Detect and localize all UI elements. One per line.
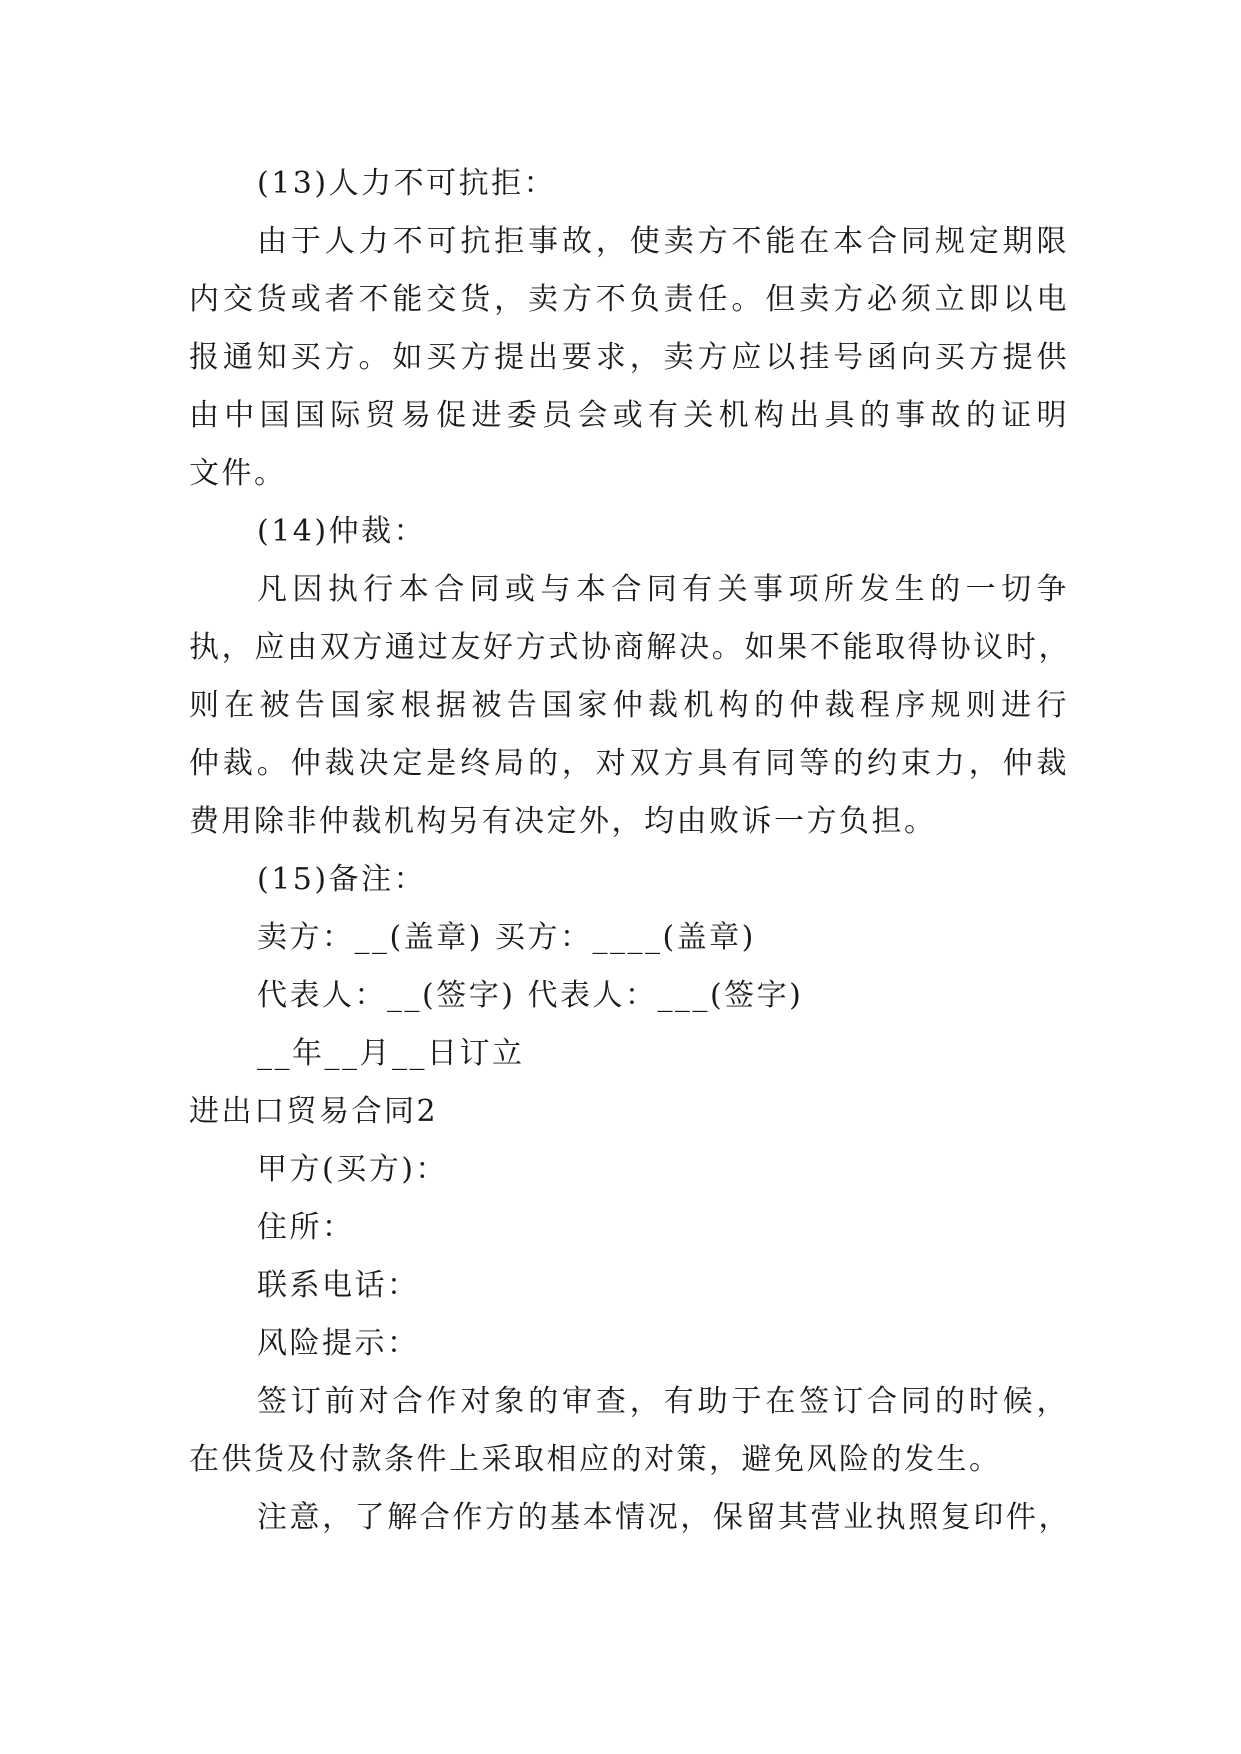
signature-line-representatives: 代表人：__(签字) 代表人：___(签字) bbox=[257, 978, 804, 1013]
paragraph-line: 内交货或者不能交货，卖方不负责任。但卖方必须立即以电 bbox=[189, 282, 1069, 317]
paragraph-line: 签订前对合作对象的审查，有助于在签订合同的时候， bbox=[257, 1384, 1069, 1419]
signature-line-parties: 卖方：__(盖章) 买方：____(盖章) bbox=[257, 920, 756, 955]
clause-heading-force-majeure: (13)人力不可抗拒： bbox=[257, 166, 557, 201]
paragraph-line: 由中国国际贸易促进委员会或有关机构出具的事故的证明 bbox=[189, 398, 1069, 433]
paragraph-line: 由于人力不可抗拒事故，使卖方不能在本合同规定期限 bbox=[257, 224, 1069, 259]
field-address: 住所： bbox=[257, 1210, 355, 1245]
clause-heading-arbitration: (14)仲裁： bbox=[257, 514, 427, 549]
paragraph-line: 报通知买方。如买方提出要求，卖方应以挂号函向买方提供 bbox=[189, 340, 1069, 375]
paragraph-line: 文件。 bbox=[189, 456, 287, 491]
paragraph-line: 在供货及付款条件上采取相应的对策，避免风险的发生。 bbox=[189, 1442, 1002, 1477]
signature-date-line: __年__月__日订立 bbox=[257, 1036, 525, 1071]
paragraph-line: 凡因执行本合同或与本合同有关事项所发生的一切争 bbox=[257, 572, 1069, 607]
paragraph-line: 仲裁。仲裁决定是终局的，对双方具有同等的约束力，仲裁 bbox=[189, 746, 1069, 781]
risk-notice-heading: 风险提示： bbox=[257, 1326, 420, 1361]
paragraph-line: 费用除非仲裁机构另有决定外，均由败诉一方负担。 bbox=[189, 804, 937, 839]
paragraph-line: 注意，了解合作方的基本情况，保留其营业执照复印件， bbox=[257, 1500, 1069, 1535]
field-phone: 联系电话： bbox=[257, 1268, 420, 1303]
field-party-a: 甲方(买方)： bbox=[257, 1152, 448, 1187]
clause-heading-remarks: (15)备注： bbox=[257, 862, 427, 897]
section-title: 进出口贸易合同2 bbox=[189, 1094, 439, 1129]
paragraph-line: 执，应由双方通过友好方式协商解决。如果不能取得协议时， bbox=[189, 630, 1069, 665]
paragraph-line: 则在被告国家根据被告国家仲裁机构的仲裁程序规则进行 bbox=[189, 688, 1069, 723]
document-body bbox=[189, 155, 1069, 1547]
